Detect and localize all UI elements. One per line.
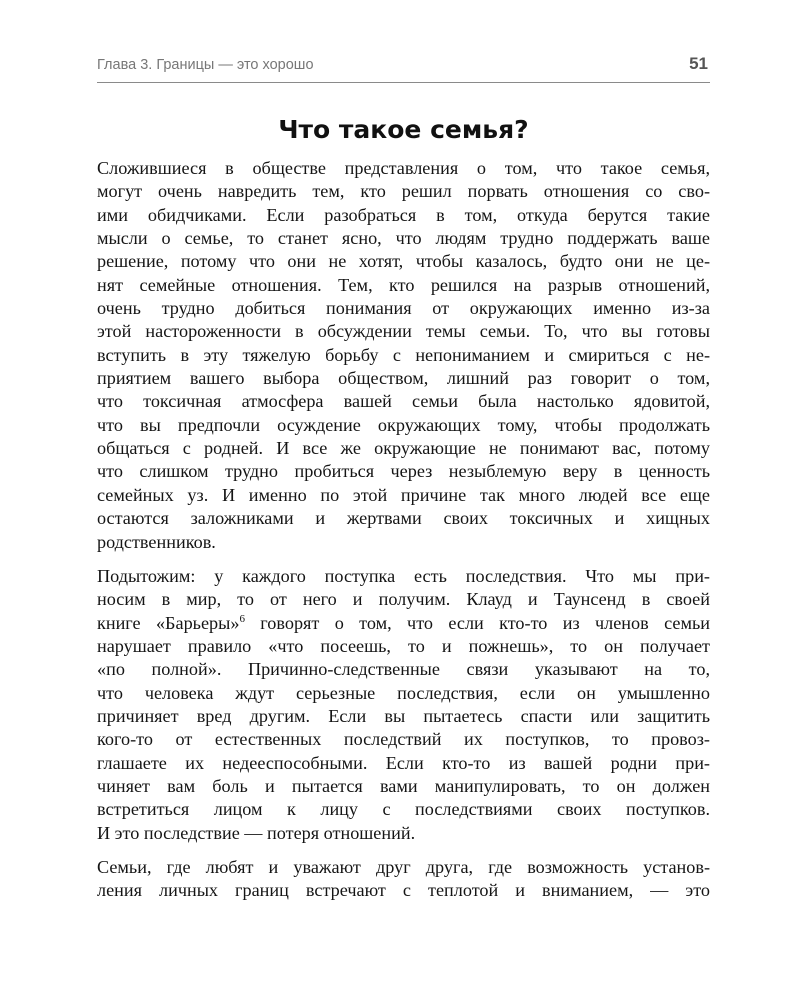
text-line: чиняет вам боль и пытается вами манипулировать, то он должен [97, 775, 710, 796]
text-line: «по полной». Причинно-следственные связи указывают на то, [97, 659, 710, 680]
text-line: этой настороженности в обсуждении темы семьи. То, что вы готовы [97, 321, 710, 342]
text-line: решение, потому что они не хотят, чтобы казалось, будто они не це- [97, 251, 710, 272]
text-line: что токсичная атмосфера вашей семьи была настолько ядовитой, [97, 391, 710, 412]
paragraph-3 [97, 856, 710, 903]
text-line-with-footnote [97, 612, 710, 635]
page-number: 51 [689, 54, 708, 73]
running-header [97, 54, 710, 80]
text-line: что человека ждут серьезные последствия, если он умышленно [97, 682, 710, 703]
text-line: мысли о семье, то станет ясно, что людям трудно поддержать ваше [97, 228, 710, 249]
text-line: что слишком трудно пробиться через незыблемую веру в ценность [97, 461, 710, 482]
text-line: общаться с родней. И все же окружающие не понимают вас, потому [97, 438, 710, 459]
text-line: Подытожим: у каждого поступка есть последствия. Что мы при- [97, 565, 710, 586]
text-line: ими обидчиками. Если разобраться в том, откуда берутся такие [97, 204, 710, 225]
text-line: что вы предпочли осуждение окружающих тому, чтобы продолжать [97, 414, 710, 435]
text-line: Семьи, где любят и уважают друг друга, где возможность установ- [97, 856, 710, 877]
text-line: кого-то от естественных последствий их поступков, то провоз- [97, 729, 710, 750]
header-divider [97, 82, 710, 83]
text-line: остаются заложниками и жертвами своих токсичных и хищных [97, 508, 710, 529]
text-line: нарушает правило «что посеешь, то и пожнешь», то он получает [97, 635, 710, 656]
text-line: могут очень навредить тем, кто решил порвать отношения со сво- [97, 181, 710, 202]
footnote-marker[interactable]: 6 [239, 612, 245, 625]
body-text [97, 157, 710, 914]
text-fragment: говорят о том, что если кто-то из членов семьи [244, 612, 710, 633]
text-line: вступить в эту тяжелую борьбу с непониманием и смириться с не- [97, 344, 710, 365]
text-line: нят семейные отношения. Тем, кто решился на разрыв отношений, [97, 274, 710, 295]
text-line: носим в мир, то от него и получим. Клауд и Таунсенд в своей [97, 589, 710, 610]
text-line: приятием вашего выбора обществом, лишний раз говорит о том, [97, 368, 710, 389]
section-title: Что такое семья? [278, 115, 529, 144]
text-line: очень трудно добиться понимания от окружающих именно из-за [97, 298, 710, 319]
text-line: родственников. [97, 531, 216, 552]
running-title: Глава 3. Границы — это хорошо [97, 57, 314, 73]
text-fragment: книге «Барьеры» [97, 612, 240, 633]
text-line: причиняет вред другим. Если вы пытаетесь спасти или защитить [97, 705, 710, 726]
text-line: ления личных границ встречают с теплотой и вниманием, — это [97, 880, 710, 901]
text-line: Сложившиеся в обществе представления о том, что такое семья, [97, 158, 710, 178]
paragraph-1 [97, 157, 710, 554]
text-line: встретиться лицом к лицу с последствиями своих поступков. [97, 799, 710, 820]
paragraph-2 [97, 565, 710, 845]
text-line: И это последствие — потеря отношений. [97, 822, 416, 843]
text-line: семейных уз. И именно по этой причине так много людей все еще [97, 484, 710, 505]
text-line: глашаете их недееспособными. Если кто-то из вашей родни при- [97, 752, 710, 773]
